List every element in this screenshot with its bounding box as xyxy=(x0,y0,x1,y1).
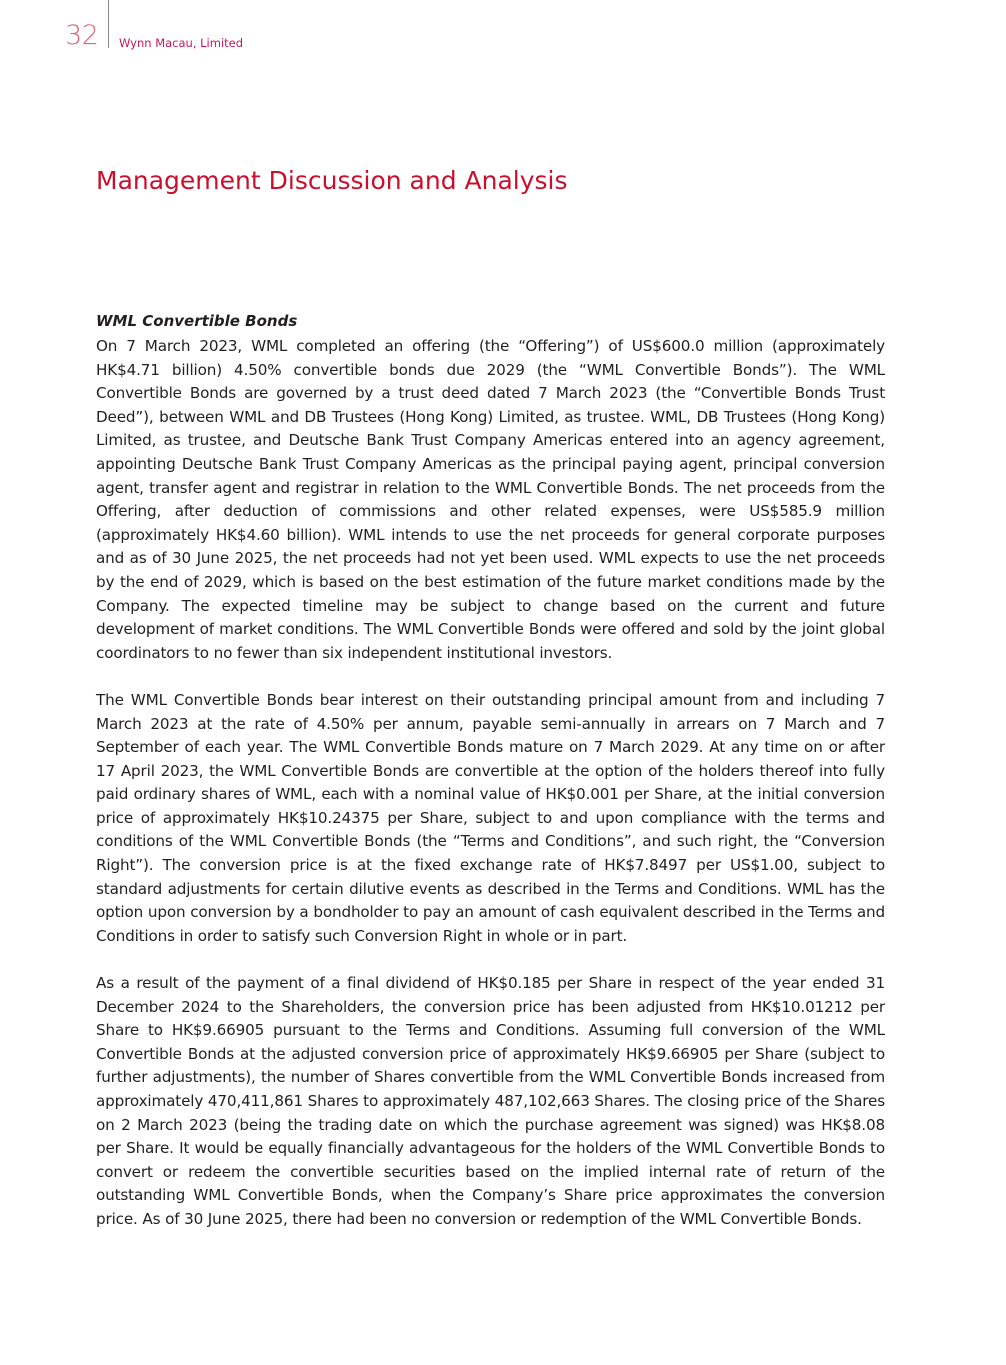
page-number: 32 xyxy=(65,20,99,51)
section-heading: WML Convertible Bonds xyxy=(96,312,298,330)
section-wml-convertible-bonds xyxy=(96,311,885,1255)
company-name: Wynn Macau, Limited xyxy=(119,36,244,50)
header-divider xyxy=(108,0,109,48)
paragraph: On 7 March 2023, WML completed an offering (the “Offering”) of US$600.0 million (approximately HK$4.71 billion) 4.50% convertible bonds due 2029 (the “WML Convertible Bonds”). The WML Convertible Bonds are governed by a trust deed dated 7 March 2023 (the “Convertible Bonds Trust Deed”), between WML and DB Trustees (Hong Kong) Limited, as trustee. WML, DB Trustees (Hong Kong) Limited, as trustee, and Deutsche Bank Trust Company Americas entered into an agency agreement, appointing Deutsche Bank Trust Company Americas as the principal paying agent, principal conversion agent, transfer agent and registrar in relation to the WML Convertible Bonds. The net proceeds from the Offering, after deduction of commissions and other related expenses, were US$585.9 million (approximately HK$4.60 billion). WML intends to use the net proceeds for general corporate purposes and as of 30 June 2025, the net proceeds had not yet been used. WML expects to use the net proceeds by the end of 2029, which is based on the best estimation of the future market conditions made by the Company. The expected timeline may be subject to change based on the current and future development of market conditions. The WML Convertible Bonds were offered and sold by the joint global coordinators to no fewer than six independent institutional investors. xyxy=(96,337,885,662)
paragraph: As a result of the payment of a final dividend of HK$0.185 per Share in respect of the year ended 31 December 2024 to the Shareholders, the conversion price has been adjusted from HK$10.01212 per Share to HK$9.66905 pursuant to the Terms and Conditions. Assuming full conversion of the WML Convertible Bonds at the adjusted conversion price of approximately HK$9.66905 per Share (subject to further adjustments), the number of Shares convertible from the WML Convertible Bonds increased from approximately 470,411,861 Shares to approximately 487,102,663 Shares. The closing price of the Shares on 2 March 2023 (being the trading date on which the purchase agreement was signed) was HK$8.08 per Share. It would be equally financially advantageous for the holders of the WML Convertible Bonds to convert or redeem the convertible securities based on the implied internal rate of return of the outstanding WML Convertible Bonds, when the Company’s Share price approximates the conversion price. As of 30 June 2025, there had been no conversion or redemption of the WML Convertible Bonds. xyxy=(96,974,885,1228)
paragraph: The WML Convertible Bonds bear interest on their outstanding principal amount from and including 7 March 2023 at the rate of 4.50% per annum, payable semi-annually in arrears on 7 March and 7 September of each year. The WML Convertible Bonds mature on 7 March 2029. At any time on or after 17 April 2023, the WML Convertible Bonds are convertible at the option of the holders thereof into fully paid ordinary shares of WML, each with a nominal value of HK$0.001 per Share, at the initial conversion price of approximately HK$10.24375 per Share, subject to and upon compliance with the terms and conditions of the WML Convertible Bonds (the “Terms and Conditions”, and such right, the “Conversion Right”). The conversion price is at the fixed exchange rate of HK$7.8497 per US$1.00, subject to standard adjustments for certain dilutive events as described in the Terms and Conditions. WML has the option upon conversion by a bondholder to pay an amount of cash equivalent described in the Terms and Conditions in order to satisfy such Conversion Right in whole or in part. xyxy=(96,690,885,945)
page-title: Management Discussion and Analysis xyxy=(96,166,568,195)
